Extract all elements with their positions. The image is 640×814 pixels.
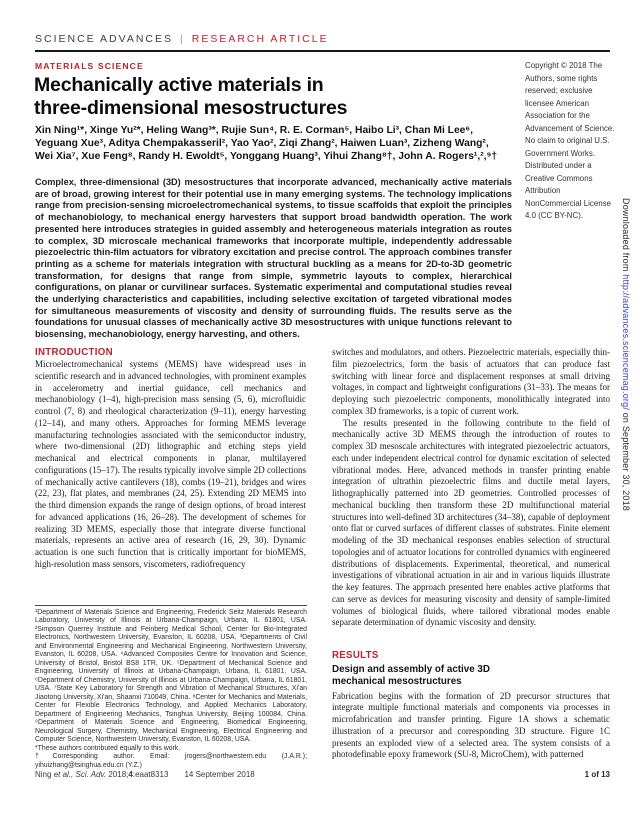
journal-name: SCIENCE ADVANCES	[35, 33, 173, 45]
results-paragraph: Fabrication begins with the formation of 2D precursor structures that integrate multiple functional materials and components via processes in microfabrication and transfer printing. Figure 1A shows a schematic illustration of a precursor and corresponding 3D structure. Figure 1C presents an exploded view of a selected area. The system consists of a photodefinable epoxy framework (SU-8, MicroChem), with patterned	[332, 690, 610, 760]
title-line-1: Mechanically active materials in	[34, 74, 324, 96]
footer-date: 14 September 2018	[184, 770, 255, 779]
watermark-suffix: on September 30, 2018	[621, 410, 631, 512]
corresponding-suffix: (Y.Z.)	[123, 761, 142, 769]
masthead-separator: |	[180, 33, 185, 45]
citation-article-id: :eaat8313	[132, 770, 169, 779]
corresponding-author-note	[35, 753, 307, 770]
body-paragraph: switches and modulators, and others. Piezoelectric materials, especially thin-film piezoelectrics, form the basis of actuators that can produce fast switching with linear force and displacement responses at small driving voltages, in compact and lightweight configurations (31–33). The means for deploying such piezoelectric components, monolithically integrated into complex 3D frameworks, is a topic of current work.	[332, 347, 610, 416]
abstract: Complex, three-dimensional (3D) mesostructures that incorporate advanced, mechanically active materials are of broad, growing interest for their potential use in many emerging systems. The technology implications range from precision-sensing microelectromechanical systems, to tissue scaffolds that exploit the principles of mechanobiology, to mechanical energy harvesters that support broad bandwidth operation. The work presented here introduces strategies in guided assembly and heterogeneous materials integration as routes to complex, 3D microscale mechanical frameworks that incorporate multiple, independently addressable piezoelectric thin-film actuators for vibratory excitation and precise control. The approach combines transfer printing as a scheme for materials integration with structural buckling as a means for 2D-to-3D geometric transformation, for designs that range from simple, symmetric layouts to complex, hierarchical configurations, on planar or curvilinear surfaces. Systematic experimental and computational studies reveal the underlying characteristics and capabilities, including selective excitation of targeted vibrational modes for simultaneous measurements of viscosity and density of surrounding fluids. The results serve as the foundations for unusual classes of mechanically active 3D mesostructures with unique functions relevant to biosensing, mechanobiology, energy harvesting, and others.	[35, 177, 512, 340]
journal-url-link[interactable]: http://advances.sciencemag.org/	[621, 274, 631, 411]
left-column	[35, 347, 306, 571]
results-section	[332, 650, 610, 761]
introduction-paragraph: Microelectromechanical systems (MEMS) have widespread uses in scientific research and in advanced technologies, with prominent examples in accelerometry and inertial guidance, cell mechanics and mechanobiology (1–4), high-precision mass sensing (5, 6), microfluidic control (7, 8) and rheological characterization (9–11), energy harvesting (12–14), and many others. Approaches for forming MEMS leverage manufacturing technologies associated with the semiconductor industry, where two-dimensional (2D) lithographic and etching steps yield mechanical and electrical components in planar, multilayered configurations (15–17). The results typically involve simple 2D collections of mechanically active cantilevers (18), combs (19–21), bridges and wires (22, 23), flat plates, and membranes (24, 25). Extending 2D MEMS into the third dimension expands the range of design options, of broad interest for advanced applications (16, 26–28). The development of schemes for realizing 3D MEMS, especially those that integrate diverse functional materials, represents an active area of research (16, 29, 30). Dynamic actuation is one such function that is critically important for bioMEMS, high-resolution mass sensors, viscometers, radiofrequency	[35, 359, 306, 569]
equal-contribution-note: *These authors contributed equally to this work.	[35, 744, 181, 752]
body-paragraph: The results presented in the following contribute to the field of mechanically active 3D MEMS through the introduction of routes to complex 3D mesoscale architectures with integrated piezoelectric actuators, each under independent electrical control for dynamic excitation of selected vibrational modes. Here, advanced methods in transfer printing enable integration of ultrathin piezoelectric films and ductile metal layers, lithographically patterned into 2D geometries. Controlled processes of mechanical buckling then transform these 2D multifunctional material structures into well-defined 3D architectures (34–38), capable of deployment onto flat or curved surfaces of different classes of substrates. Finite element modeling of the 3D mechanical responses enables selection of structural topologies and of actuator locations for controlled dynamics with engineered distributions of displacements. Experimental, theoretical, and numerical investigations of vibrational actuation in air and in various liquids illustrate the key features. The approach presented here enables active platforms that can serve as devices for measuring viscosity and density of sample-limited volumes of biological fluids, where tailored vibrational modes enable separate determination of dynamic viscosity and density.	[332, 417, 610, 628]
citation-year: 2018;	[108, 770, 129, 779]
citation-volume: 4	[128, 770, 133, 779]
copyright-note: Copyright © 2018 The Authors, some rights reserved; exclusive licensee American Association for the Advancement of Science. No claim to original U.S. Government Works. Distributed under a Creative Commons Attribution NonCommercial License 4.0 (CC BY-NC).	[525, 61, 615, 220]
author-line: Yeguang Xue³, Aditya Chempakasseril², Yao Yao², Ziqi Zhang², Haiwen Luan³, Zizheng Wang²,	[35, 138, 489, 150]
author-line: Wei Xia⁷, Xue Feng⁸, Randy H. Ewoldt⁵, Yonggang Huang³, Yihui Zhang⁸†, John A. Rogers¹,²,⁹†	[35, 151, 498, 163]
author-list	[35, 124, 535, 164]
results-heading: RESULTS	[332, 650, 379, 661]
page-title	[34, 74, 347, 120]
page-footer	[35, 770, 610, 779]
corresponding-email-2[interactable]: yihuizhang@tsinghua.edu.cn	[35, 761, 124, 769]
author-line: Xin Ning¹*, Xinge Yu²*, Heling Wang³*, Rujie Sun⁴, R. E. Corman⁵, Haibo Li³, Chan Mi Lee⁶,	[35, 125, 474, 136]
right-column	[332, 347, 610, 761]
footer-citation	[35, 770, 255, 779]
results-subheading	[332, 664, 610, 688]
citation-authors: Ning	[35, 770, 54, 779]
results-subheading-line-1: Design and assembly of active 3D	[332, 664, 490, 675]
footnote-block	[35, 605, 307, 771]
corresponding-email-1[interactable]: jrogers@northwestern.edu	[184, 753, 267, 760]
affiliations-note: ¹Department of Materials Science and Engineering, Frederick Seitz Materials Research Laboratory, University of Illinois at Urbana-Champaign, Urbana, IL 61801, USA. ²Simpson Querrey Institute and Feinberg Medical School, Center for Bio-Integrated Electronics, Northwestern University, Evanston, IL 60208, USA. ³Departments of Civil and Environmental Engineering and Mechanical Engineering, Northwestern University, Evanston, IL 60208, USA. ⁴Advanced Composites Centre for Innovation and Science, University of Bristol, Bristol BS8 1TR, UK. ⁵Department of Mechanical Science and Engineering, University of Illinois at Urbana-Champaign, Urbana, IL 61801, USA. ⁶Department of Chemistry, University of Illinois at Urbana-Champaign, Urbana, IL 61801, USA. ⁷State Key Laboratory for Strength and Vibration of Mechanical Structures, Xi'an Jiaotong University, Xi'an, Shaanxi 710049, China. ⁸Center for Mechanics and Materials, Center for Flexible Electronics Technology, and Applied Mechanics Laboratory, Department of Engineering Mechanics, Tsinghua University, Beijing 100084, China. ⁹Department of Materials Science and Engineering, Biomedical Engineering, Neurological Surgery, Chemistry, Mechanical Engineering, Electrical Engineering and Computer Science, Northwestern University, Evanston, IL 60208, USA.	[35, 608, 307, 743]
article-type-label: RESEARCH ARTICLE	[191, 33, 329, 45]
masthead	[35, 33, 329, 45]
citation-journal: et al., Sci. Adv.	[53, 770, 109, 779]
subject-section-label: MATERIALS SCIENCE	[35, 61, 144, 71]
page-number: 1 of 13	[584, 770, 610, 779]
header-rule	[35, 50, 610, 52]
watermark-prefix: Downloaded from	[621, 198, 631, 275]
corresponding-mid: (J.A.R.);	[266, 753, 307, 760]
download-watermark	[621, 198, 631, 511]
introduction-heading: INTRODUCTION	[35, 347, 113, 358]
corresponding-prefix: †Corresponding author. Email:	[35, 753, 185, 760]
results-subheading-line-2: mechanical mesostructures	[332, 675, 462, 687]
title-line-2: three-dimensional mesostructures	[34, 97, 348, 119]
